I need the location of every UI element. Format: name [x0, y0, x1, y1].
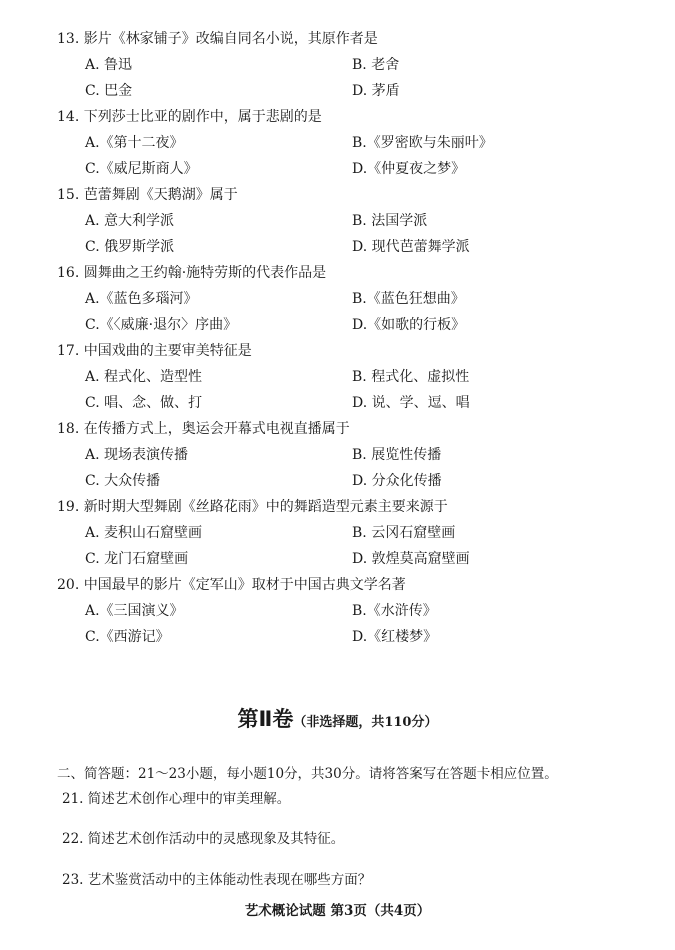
question-14-option-d: D.《仲夏夜之梦》 [352, 161, 466, 177]
short-question-22: 22. 简述艺术创作活动中的灵感现象及其特征。 [62, 831, 345, 847]
question-15-option-d: D. 现代芭蕾舞学派 [352, 239, 470, 255]
question-19-option-b: B. 云冈石窟壁画 [352, 525, 456, 541]
short-answer-instruction: 二、简答题：21～23小题，每小题10分，共30分。请将答案写在答题卡相应位置。 [57, 766, 558, 782]
question-17-option-b: B. 程式化、虚拟性 [352, 369, 470, 385]
question-19-option-d: D. 敦煌莫高窟壁画 [352, 551, 470, 567]
question-14-stem: 14. 下列莎士比亚的剧作中，属于悲剧的是 [57, 109, 322, 125]
question-14-option-a: A.《第十二夜》 [85, 135, 184, 151]
section-heading [0, 703, 675, 733]
short-question-21: 21. 简述艺术创作心理中的审美理解。 [62, 791, 291, 807]
question-15-option-a: A. 意大利学派 [85, 213, 175, 229]
question-13-stem: 13. 影片《林家铺子》改编自同名小说，其原作者是 [57, 31, 378, 47]
question-16-option-d: D.《如歌的行板》 [352, 317, 466, 333]
question-13-option-b: B. 老舍 [352, 57, 400, 73]
question-14-option-b: B.《罗密欧与朱丽叶》 [352, 135, 493, 151]
question-13-option-a: A. 鲁迅 [85, 57, 133, 73]
question-20-option-c: C.《西游记》 [85, 629, 170, 645]
question-17-option-d: D. 说、学、逗、唱 [352, 395, 470, 411]
question-18-option-d: D. 分众化传播 [352, 473, 442, 489]
page-footer: 艺术概论试题 第3页（共4页） [244, 903, 431, 919]
question-13-option-d: D. 茅盾 [352, 83, 400, 99]
short-question-23: 23. 艺术鉴赏活动中的主体能动性表现在哪些方面？ [62, 872, 372, 888]
question-20-stem: 20. 中国最早的影片《定军山》取材于中国古典文学名著 [57, 577, 406, 593]
question-19-option-a: A. 麦积山石窟壁画 [85, 525, 203, 541]
question-15-option-c: C. 俄罗斯学派 [85, 239, 175, 255]
question-16-stem: 16. 圆舞曲之王约翰·施特劳斯的代表作品是 [57, 265, 327, 281]
question-18-option-a: A. 现场表演传播 [85, 447, 189, 463]
question-18-option-b: B. 展览性传播 [352, 447, 442, 463]
question-17-stem: 17. 中国戏曲的主要审美特征是 [57, 343, 252, 359]
question-20-option-d: D.《红楼梦》 [352, 629, 438, 645]
question-15-stem: 15. 芭蕾舞剧《天鹅湖》属于 [57, 187, 238, 203]
section-subtitle: （非选择题，共110分） [293, 715, 438, 730]
question-14-option-c: C.《威尼斯商人》 [85, 161, 198, 177]
question-16-option-b: B.《蓝色狂想曲》 [352, 291, 465, 307]
question-13-option-c: C. 巴金 [85, 83, 133, 99]
question-17-option-c: C. 唱、念、做、打 [85, 395, 203, 411]
question-15-option-b: B. 法国学派 [352, 213, 428, 229]
question-16-option-a: A.《蓝色多瑙河》 [85, 291, 198, 307]
question-18-stem: 18. 在传播方式上，奥运会开幕式电视直播属于 [57, 421, 350, 437]
section-title: 第Ⅱ卷 [237, 707, 294, 731]
question-19-option-c: C. 龙门石窟壁画 [85, 551, 189, 567]
question-19-stem: 19. 新时期大型舞剧《丝路花雨》中的舞蹈造型元素主要来源于 [57, 499, 448, 515]
question-16-option-c: C.《〈威廉·退尔〉序曲》 [85, 317, 238, 333]
question-20-option-a: A.《三国演义》 [85, 603, 184, 619]
question-20-option-b: B.《水浒传》 [352, 603, 437, 619]
question-18-option-c: C. 大众传播 [85, 473, 161, 489]
question-17-option-a: A. 程式化、造型性 [85, 369, 203, 385]
